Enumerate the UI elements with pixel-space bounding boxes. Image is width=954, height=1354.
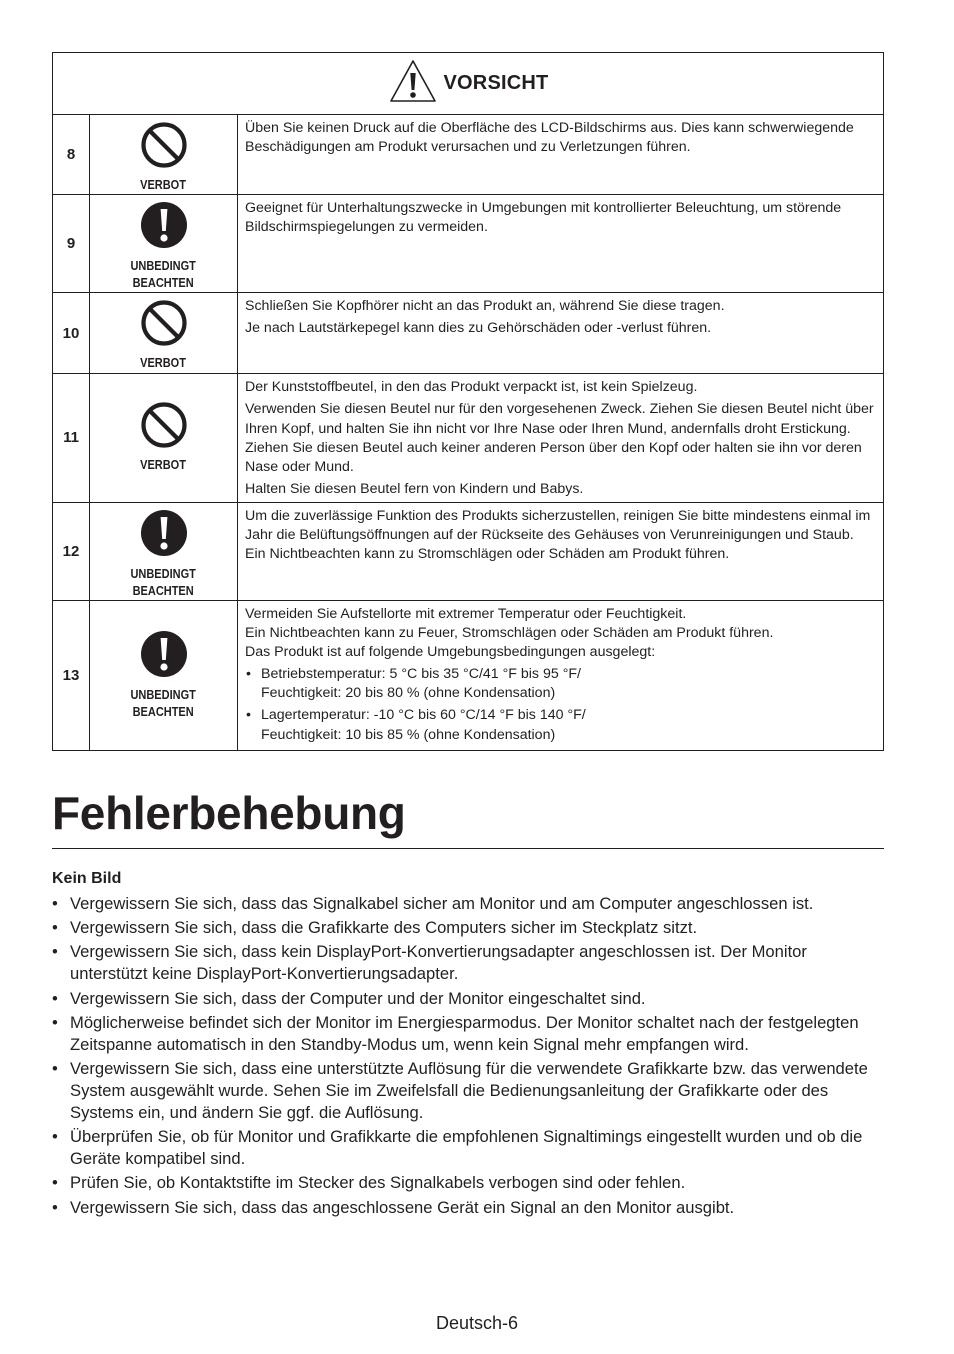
list-item: • Vergewissern Sie sich, dass das angeschlossene Gerät ein Signal an den Monitor ausgibt. (52, 1197, 735, 1217)
section-title: Fehlerbehebung (52, 787, 406, 839)
section-divider (52, 848, 884, 849)
caution-title: VORSICHT (443, 72, 549, 94)
troubleshooting-list (52, 893, 884, 1221)
icon-label: UNBEDINGT BEACHTEN (130, 566, 197, 598)
list-item: • Vergewissern Sie sich, dass der Computer und der Monitor eingeschaltet sind. (52, 988, 646, 1008)
icon-label: VERBOT (140, 178, 187, 192)
icon-label: UNBEDINGT BEACHTEN (130, 687, 197, 719)
list-item: • Vergewissern Sie sich, dass kein DisplayPort-Konvertierungsadapter angeschlossen ist. Der Monitor unterstützt keine DisplayPort-Konvertierungsadapter. (52, 942, 807, 984)
mandatory-icon (140, 630, 188, 683)
prohibition-icon (140, 299, 188, 352)
caution-row (53, 195, 884, 293)
paragraph: Je nach Lautstärkepegel kann dies zu Gehörschäden oder -verlust führen. (245, 320, 712, 337)
bullet: • (52, 894, 58, 913)
prohibition-icon (140, 121, 188, 174)
bullet: • (52, 988, 58, 1008)
paragraph: Um die zuverlässige Funktion des Produkts sicherzustellen, reinigen Sie bitte mindestens einmal im Jahr die Belüftungsöffnungen auf der Rückseite des Gehäuses von Verunreinigungen und Staub. Ein Nichtbeachten kann zu Stromschlägen oder Schäden am Produkt führen. (245, 507, 871, 563)
bullet: • (52, 942, 58, 962)
bullet: • (52, 1127, 58, 1147)
icon-label: UNBEDINGT BEACHTEN (130, 259, 197, 290)
caution-row (53, 502, 884, 600)
row-text (238, 502, 884, 600)
paragraph: Halten Sie diesen Beutel fern von Kindern und Babys. (245, 481, 584, 498)
paragraph: Vermeiden Sie Aufstellorte mit extremer Temperatur oder Feuchtigkeit. Ein Nichtbeachten kann zu Feuer, Stromschlägen oder Schäden am Produkt führen. Das Produkt ist auf folgende Umgebungsbedingungen ausgelegt: (245, 605, 774, 661)
mandatory-icon (140, 509, 188, 562)
spec-list (245, 665, 877, 745)
row-number: 11 (53, 374, 90, 503)
spec-item: • Betriebstemperatur: 5 °C bis 35 °C/41 °F bis 95 °F/ Feuchtigkeit: 20 bis 80 % (ohne Kondensation) (245, 665, 877, 704)
icon-label: VERBOT (140, 458, 187, 473)
row-number: 10 (53, 293, 90, 374)
paragraph: Der Kunststoffbeutel, in den das Produkt verpackt ist, ist kein Spielzeug. (245, 379, 698, 395)
prohibition-icon (140, 401, 188, 454)
row-number: 13 (53, 600, 90, 750)
row-text (238, 115, 884, 195)
bullet: • (52, 918, 58, 938)
icon-label: VERBOT (140, 356, 187, 370)
paragraph: Verwenden Sie diesen Beutel nur für den vorgesehenen Zweck. Ziehen Sie diesen Beutel nicht über Ihren Kopf, und halten Sie ihn nicht vor Ihre Nase oder Ihren Mund, andernfalls droht Erstickung. Ziehen Sie diesen Beutel auch keiner anderen Person über den Kopf oder halten sie ihn vor deren Nase oder Mund. (245, 401, 874, 476)
caution-header-row (53, 53, 884, 115)
spec-item: • Lagertemperatur: -10 °C bis 60 °C/14 °F bis 140 °F/ Feuchtigkeit: 10 bis 85 % (ohne Kondensation) (245, 706, 877, 745)
row-text (238, 195, 884, 293)
list-item: • Vergewissern Sie sich, dass eine unterstützte Auflösung für die verwendete Grafikkarte bzw. das verwendete System ausgewählt wurde. Sehen Sie im Zweifelsfall die Bedienungsanleitung der Grafikkarte oder des Systems ein, und ändern Sie ggf. die Auflösung. (52, 1058, 868, 1122)
row-number: 12 (53, 502, 90, 600)
paragraph: Üben Sie keinen Druck auf die Oberfläche des LCD-Bildschirms aus. Dies kann schwerwiegende Beschädigungen am Produkt verursachen und zu Verletzungen führen. (245, 120, 854, 156)
bullet: • (52, 1197, 58, 1217)
row-text (238, 600, 884, 750)
list-item: • Möglicherweise befindet sich der Monitor im Energiesparmodus. Der Monitor schaltet nach der festgelegten Zeitspanne automatisch in den Standby-Modus um, wenn kein Signal mehr empfangen wird. (52, 1012, 859, 1054)
bullet: • (52, 1012, 58, 1032)
page-number: Deutsch-6 (435, 1313, 519, 1333)
list-item: • Vergewissern Sie sich, dass das Signalkabel sicher am Monitor und am Computer angeschlossen ist. (52, 894, 814, 913)
list-item: • Vergewissern Sie sich, dass die Grafikkarte des Computers sicher im Steckplatz sitzt. (52, 918, 698, 938)
list-item: • Überprüfen Sie, ob für Monitor und Grafikkarte die empfohlenen Signaltimings eingestellt wurden und ob die Geräte kompatibel sind. (52, 1127, 863, 1169)
row-number: 9 (53, 195, 90, 293)
caution-row (53, 293, 884, 374)
caution-row (53, 374, 884, 503)
row-text (238, 293, 884, 374)
subheading: Kein Bild (52, 870, 122, 887)
warning-triangle-icon (388, 58, 438, 109)
row-number: 8 (53, 115, 90, 195)
row-text (238, 374, 884, 503)
bullet: • (52, 1058, 58, 1078)
mandatory-icon (140, 201, 188, 254)
bullet: • (52, 1173, 58, 1193)
caution-header (53, 53, 884, 115)
caution-table (52, 52, 884, 751)
caution-row (53, 115, 884, 195)
caution-row (53, 600, 884, 750)
paragraph: Geeignet für Unterhaltungszwecke in Umgebungen mit kontrollierter Beleuchtung, um störende Bildschirmspiegelungen zu vermeiden. (245, 200, 842, 236)
paragraph: Schließen Sie Kopfhörer nicht an das Produkt an, während Sie diese tragen. (245, 298, 725, 314)
list-item: • Prüfen Sie, ob Kontaktstifte im Stecker des Signalkabels verbogen sind oder fehlen. (52, 1173, 686, 1193)
